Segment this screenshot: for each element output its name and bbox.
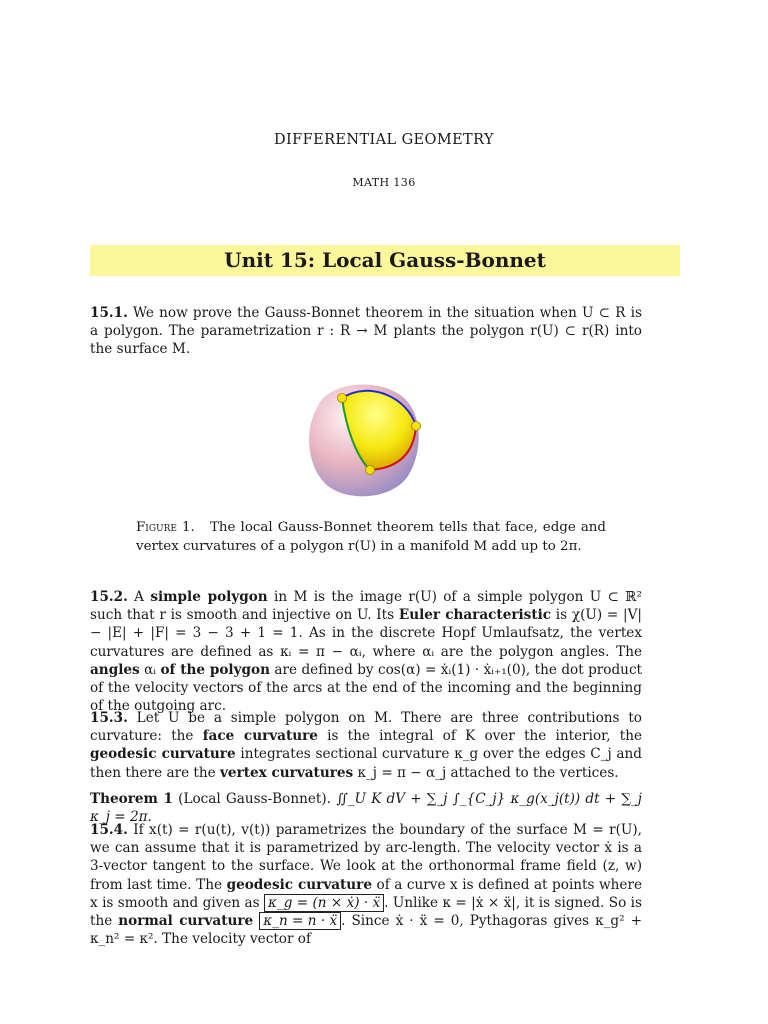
text: αᵢ (144, 661, 157, 678)
theorem-label: Theorem 1 (90, 791, 173, 807)
keyword-geodesic-curvature: geodesic curvature (226, 876, 372, 893)
text: is the integral of K over the interior, the (327, 728, 642, 745)
section-number: 15.4. (90, 822, 128, 838)
keyword-face-curvature: face curvature (202, 728, 318, 745)
section-15-2 (90, 588, 642, 715)
keyword-of-the-polygon: of the polygon (160, 661, 270, 678)
text: κ_j = π − α_j attached to the vertices. (357, 764, 619, 781)
text: A (134, 589, 144, 605)
text: of a curve x is defined at points where x is smooth and given as (90, 876, 642, 911)
figure-caption-text: The local Gauss-Bonnet theorem tells that face, edge and vertex curvatures of a polygon r(U) in a manifold M add up to 2π. (136, 520, 607, 554)
keyword-euler-characteristic: Euler characteristic (398, 607, 552, 624)
keyword-normal-curvature: normal curvature (118, 913, 254, 930)
section-number: 15.3. (90, 710, 128, 726)
text: Let U be a simple polygon on M. There are three contributions to curvature: the (90, 710, 642, 745)
section-text: We now prove the Gauss-Bonnet theorem in the situation when U ⊂ R is a polygon. The parametrization r : R → M plants the polygon r(U) ⊂ r(R) into the surface M. (90, 305, 642, 358)
theorem-name: (Local Gauss-Bonnet). (178, 791, 331, 807)
keyword-geodesic-curvature: geodesic curvature (90, 746, 236, 763)
vertex-1 (338, 394, 347, 403)
keyword-vertex-curvatures: vertex curvatures (220, 764, 354, 781)
theorem-formula: ∬_U K dV + ∑_j ∫_{C_j} κ_g(x_j(t)) dt + ∑_j κ_j = 2π. (90, 791, 643, 826)
vertex-2 (412, 422, 421, 431)
text: If x(t) = r(u(t), v(t)) parametrizes the boundary of the surface M = r(U), we can assume that it is parametrized by arc-length. The velocity vector ẋ is a 3-vector tangent to the surface. We look at the orthonormal frame field (z, w) from last time. The (90, 822, 642, 893)
section-15-4 (90, 821, 642, 948)
keyword-simple-polygon: simple polygon (150, 589, 268, 605)
text: integrates sectional curvature κ_g over the edges C_j and then there are the (90, 746, 642, 781)
keyword-angles: angles (90, 661, 140, 678)
course-number: MATH 136 (352, 176, 416, 189)
text: . Unlike κ = |ẋ × ẍ|, it is signed. So is the (90, 894, 642, 930)
gauss-bonnet-surface-figure (300, 376, 430, 504)
section-number: 15.2. (90, 589, 128, 605)
section-15-1 (90, 304, 642, 359)
unit-title: Unit 15: Local Gauss-Bonnet (224, 248, 546, 272)
figure-caption (136, 518, 606, 556)
text: . Since ẋ · ẍ = 0, Pythagoras gives κ_g² + κ_n² = κ². The velocity vector of (90, 913, 642, 948)
boxed-formula-geodesic: κ_g = (n × ẋ) · ẍ (264, 894, 384, 912)
text: is χ(U) = |V| − |E| + |F| = 3 − 3 + 1 = 1. As in the discrete Hopf Umlaufsatz, the vertex curvatures are defined as κᵢ = π − αᵢ, where αᵢ are the polygon angles. The (90, 607, 642, 660)
boxed-formula-normal: κ_n = n · ẍ (259, 912, 341, 930)
text: in M is the image r(U) of a simple polygon U ⊂ ℝ² such that r is smooth and injective on U. Its (90, 589, 642, 624)
section-number: 15.1. (90, 305, 128, 321)
text: are defined by cos(α) = ẋᵢ(1) · ẋᵢ₊₁(0), the dot product of the velocity vectors of the arcs at the end of the incoming and the beginning of the outgoing arc. (90, 661, 643, 715)
unit-title-banner (90, 245, 680, 276)
section-15-3 (90, 709, 642, 782)
vertex-3 (366, 466, 375, 475)
course-title: DIFFERENTIAL GEOMETRY (274, 132, 494, 148)
figure-label: Figure 1. (136, 520, 195, 535)
